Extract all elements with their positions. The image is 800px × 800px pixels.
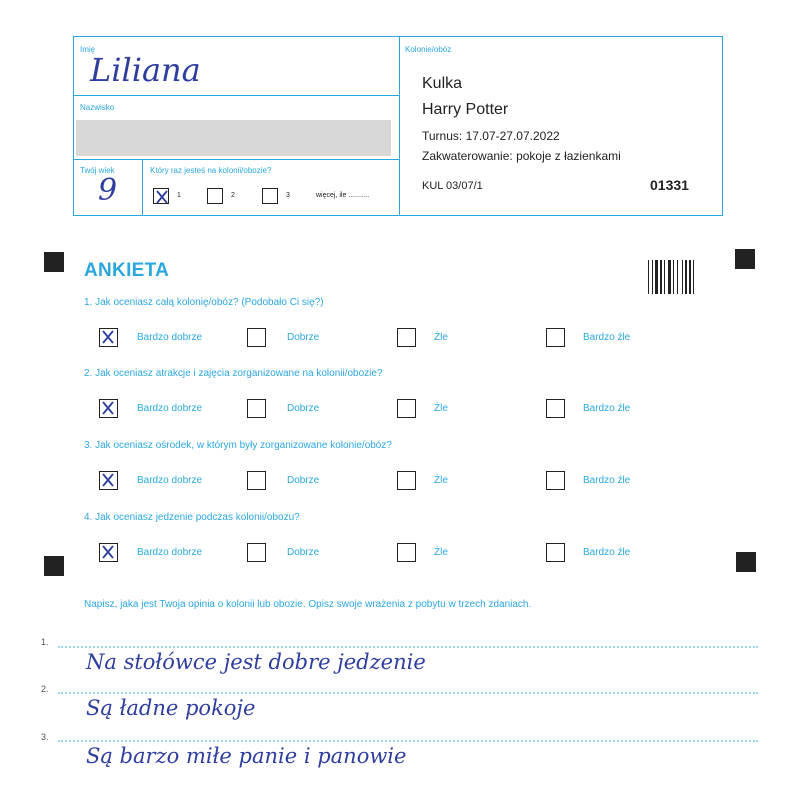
question-1-option-2: Dobrze [287, 332, 320, 343]
x-mark-icon [101, 545, 115, 559]
header-line-1 [74, 95, 399, 96]
line-number-1: 1. [41, 637, 49, 647]
marker-bottom-left [44, 556, 64, 576]
question-1-option-4: Bardzo źle [583, 332, 631, 343]
question-3-option-3: Źle [434, 475, 448, 486]
x-mark-icon [101, 401, 115, 415]
question-3-text: 3. Jak oceniasz ośrodek, w którym były zorganizowane kolonie/obóz? [84, 440, 392, 451]
accommodation-value: pokoje z łazienkami [516, 149, 621, 163]
question-4-checkbox-3[interactable] [397, 543, 416, 562]
opinion-answer-1[interactable]: Na stołówce jest dobre jedzenie [86, 650, 426, 674]
question-3-checkbox-2[interactable] [247, 471, 266, 490]
question-2-option-3: Źle [434, 403, 448, 414]
question-1-checkbox-2[interactable] [247, 328, 266, 347]
line-number-3: 3. [41, 732, 49, 742]
question-3-checkbox-1[interactable] [99, 471, 118, 490]
question-3-option-4: Bardzo źle [583, 475, 631, 486]
header-divider [399, 37, 400, 215]
opinion-answer-3[interactable]: Są barzo miłe panie i panowie [86, 744, 407, 768]
question-2-checkbox-3[interactable] [397, 399, 416, 418]
question-4-option-4: Bardzo źle [583, 547, 631, 558]
times-more: więcej, ile ........... [316, 192, 370, 199]
question-2-option-2: Dobrze [287, 403, 320, 414]
question-4-option-2: Dobrze [287, 547, 320, 558]
marker-bottom-right [736, 552, 756, 572]
header-box [73, 36, 723, 216]
question-3-checkbox-3[interactable] [397, 471, 416, 490]
age-value[interactable]: 9 [98, 173, 118, 208]
camp-theme: Harry Potter [422, 101, 509, 118]
question-1-text: 1. Jak oceniasz całą kolonię/obóz? (Podobało Ci się?) [84, 297, 324, 308]
turnus-value: 17.07-27.07.2022 [465, 129, 560, 143]
name-value[interactable]: Liliana [90, 51, 201, 89]
times-label: Który raz jesteś na kolonii/obozie? [150, 166, 272, 175]
question-2-checkbox-1[interactable] [99, 399, 118, 418]
accommodation-label: Zakwaterowanie: [422, 149, 513, 163]
question-1-checkbox-3[interactable] [397, 328, 416, 347]
marker-top-right [735, 249, 755, 269]
question-4-option-1: Bardzo dobrze [137, 547, 203, 558]
opinion-answer-2[interactable]: Są ładne pokoje [86, 696, 256, 720]
surname-redacted [76, 120, 391, 156]
barcode-icon [648, 260, 704, 294]
surname-label: Nazwisko [80, 103, 115, 112]
question-3-option-1: Bardzo dobrze [137, 475, 203, 486]
question-1-checkbox-4[interactable] [546, 328, 565, 347]
camp-number: 01331 [650, 177, 689, 193]
answer-line-3 [58, 740, 758, 742]
camp-label: Kolonie/obóz [405, 45, 452, 54]
question-4-option-3: Źle [434, 547, 448, 558]
name-label: Imię [80, 45, 96, 54]
header-line-2 [74, 159, 399, 160]
x-mark-icon [101, 473, 115, 487]
age-label: Twój wiek [80, 166, 115, 175]
question-3-checkbox-4[interactable] [546, 471, 565, 490]
question-2-text: 2. Jak oceniasz atrakcje i zajęcia zorganizowane na kolonii/obozie? [84, 368, 383, 379]
question-3-option-2: Dobrze [287, 475, 320, 486]
question-2-checkbox-2[interactable] [247, 399, 266, 418]
question-1-option-3: Źle [434, 332, 448, 343]
question-4-checkbox-1[interactable] [99, 543, 118, 562]
times-option-1: 1 [177, 192, 181, 199]
times-checkbox-3[interactable] [262, 188, 278, 204]
question-4-checkbox-2[interactable] [247, 543, 266, 562]
camp-name: Kulka [422, 75, 463, 92]
times-option-2: 2 [231, 192, 235, 199]
question-2-option-1: Bardzo dobrze [137, 403, 203, 414]
x-mark-icon [101, 330, 115, 344]
times-checkbox-1[interactable] [153, 188, 169, 204]
camp-code: KUL 03/07/1 [422, 180, 483, 192]
age-divider [142, 159, 143, 215]
survey-title: ANKIETA [84, 260, 170, 281]
turnus-label: Turnus: [422, 129, 463, 143]
times-option-3: 3 [286, 192, 290, 199]
question-4-text: 4. Jak oceniasz jedzenie podczas kolonii/obozu? [84, 512, 300, 523]
question-1-checkbox-1[interactable] [99, 328, 118, 347]
question-4-checkbox-4[interactable] [546, 543, 565, 562]
answer-line-2 [58, 692, 758, 694]
answer-line-1 [58, 646, 758, 648]
question-1-option-1: Bardzo dobrze [137, 332, 203, 343]
x-mark-icon [155, 190, 169, 204]
times-checkbox-2[interactable] [207, 188, 223, 204]
marker-top-left [44, 252, 64, 272]
line-number-2: 2. [41, 684, 49, 694]
opinion-prompt: Napisz, jaka jest Twoja opinia o kolonii lub obozie. Opisz swoje wrażenia z pobytu w trzech zdaniach. [84, 599, 532, 610]
question-2-option-4: Bardzo źle [583, 403, 631, 414]
question-2-checkbox-4[interactable] [546, 399, 565, 418]
